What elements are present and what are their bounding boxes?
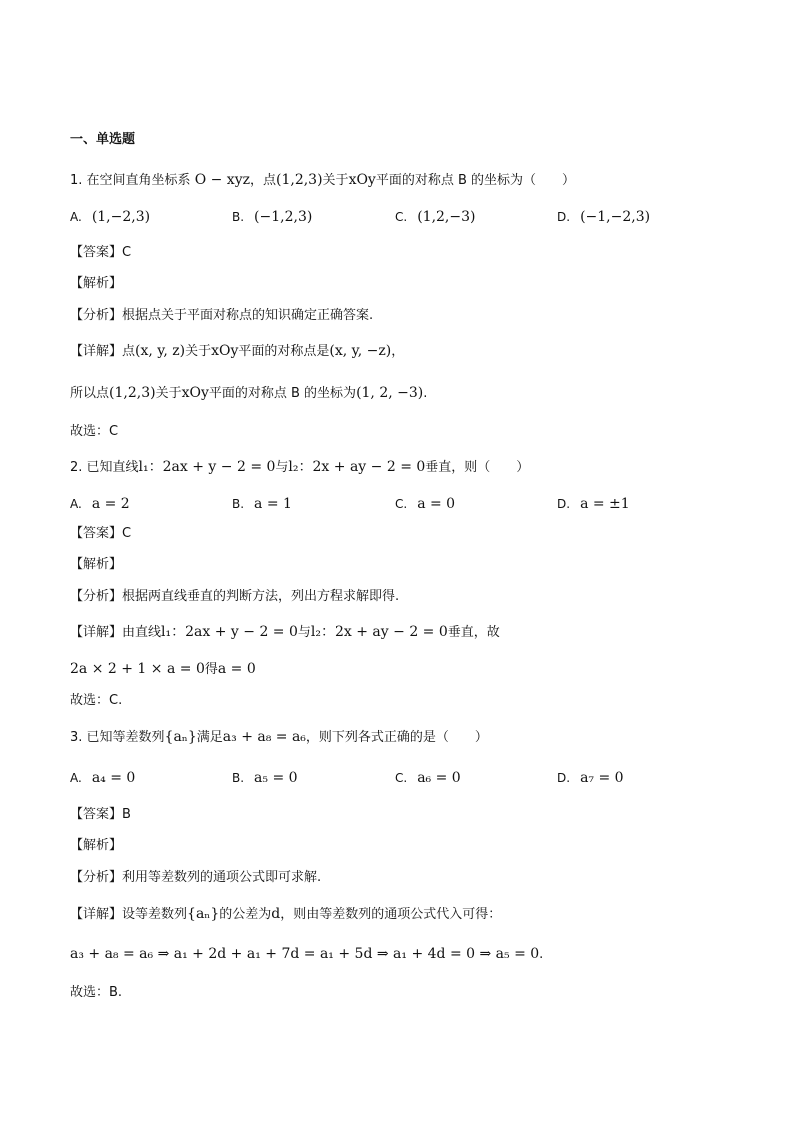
q1-xj1-c: 平面的对称点是 (238, 344, 330, 359)
q3-option-b-label: B. (232, 771, 245, 785)
q1-fenxi (70, 307, 373, 325)
q2-xiangjie-line2 (70, 660, 256, 679)
q3-stem-prefix: 3. 已知等差数列 (70, 730, 165, 745)
q2-option-b (232, 495, 292, 514)
q1-option-a (70, 208, 150, 227)
q1-option-c-value: (1,2,−3) (417, 209, 476, 225)
q3-xj2-d: . (539, 947, 544, 962)
q2-option-d (557, 495, 630, 514)
q2-option-a-label: A. (70, 497, 82, 511)
q3-option-d-value: a₇ = 0 (580, 770, 624, 786)
q2-option-a (70, 495, 130, 514)
q2-xiangjie-tag: 【详解】 (70, 625, 123, 640)
q2-math-l1: l₁：2ax + y − 2 = 0 (138, 459, 276, 475)
q2-answer-value: C (122, 526, 132, 541)
q3-xj1-m1: {aₙ} (187, 906, 220, 922)
q2-xj1-c: 垂直，故 (447, 625, 500, 640)
q3-option-a (70, 769, 135, 788)
q2-xiangjie-line1 (70, 623, 500, 642)
section-title: 一、单选题 (70, 132, 136, 147)
q1-stem-mid1: ，点 (249, 173, 276, 188)
q3-answer-tag: 【答案】 (70, 807, 123, 822)
q1-xj1-a: 点 (122, 344, 136, 359)
q1-xj1-d: ， (391, 344, 405, 359)
q1-analysis-tag: 【解析】 (70, 276, 123, 291)
q1-stem-suffix: 平面的对称点 B 的坐标为（ ） (375, 173, 576, 188)
q1-math-system: O − xyz (194, 172, 250, 188)
q3-answer (70, 806, 131, 824)
q1-xj2-m1: (1,2,3) (109, 385, 156, 401)
question-3-stem (70, 728, 488, 747)
q3-stem-mid1: 满足 (196, 730, 223, 745)
q1-answer (70, 244, 131, 262)
q1-xj1-m2: xOy (211, 343, 239, 359)
q1-xj2-a: 所以点 (70, 386, 110, 401)
q2-stem-mid1: 与 (275, 460, 289, 475)
question-1-stem (70, 171, 575, 190)
q2-option-b-value: a = 1 (254, 496, 292, 512)
q1-option-d (557, 208, 650, 227)
q1-option-a-label: A. (70, 210, 82, 224)
q3-option-d-label: D. (557, 771, 571, 785)
q1-xj2-m3: (1, 2, −3) (356, 385, 424, 401)
q1-option-b-value: (−1,2,3) (254, 209, 313, 225)
q3-xiangjie-line1 (70, 905, 501, 924)
q3-option-b-value: a₅ = 0 (254, 770, 298, 786)
q1-xj2-b: 关于 (155, 386, 182, 401)
q1-answer-tag: 【答案】 (70, 245, 123, 260)
q1-xj2-c: 平面的对称点 B 的坐标为 (208, 386, 357, 401)
q2-stem-suffix: 垂直，则（ ） (425, 460, 530, 475)
q3-xj1-a: 设等差数列 (122, 907, 188, 922)
q2-math-l2: l₂：2x + ay − 2 = 0 (288, 459, 426, 475)
q3-analysis-tag: 【解析】 (70, 838, 123, 853)
q3-fenxi (70, 869, 321, 887)
q3-stem-suffix: ，则下列各式正确的是（ ） (305, 730, 488, 745)
q3-option-a-value: a₄ = 0 (91, 770, 136, 786)
q2-stem-prefix: 2. 已知直线 (70, 460, 139, 475)
q1-answer-value: C (122, 245, 132, 260)
q3-xj2-m1: a₃ + a₈ = a₆ ⇒ a₁ + 2d + a₁ + 7d = a₁ + 5d ⇒ a₁ + 4d = 0 ⇒ a₅ = 0 (70, 946, 540, 962)
q2-fenxi-tag: 【分析】 (70, 589, 123, 604)
q1-math-point: (1,2,3) (276, 172, 323, 188)
q3-final: 故选：B. (70, 985, 123, 1000)
q2-option-b-label: B. (232, 497, 245, 511)
q1-xj2-m2: xOy (181, 385, 209, 401)
q2-final: 故选：C. (70, 693, 123, 708)
q3-xj1-m2: d (271, 906, 281, 922)
q3-fenxi-tag: 【分析】 (70, 870, 123, 885)
q2-option-c (395, 495, 455, 514)
q2-xj1-m1: l₁：2ax + y − 2 = 0 (161, 624, 298, 640)
q1-option-a-value: (1,−2,3) (91, 209, 151, 225)
q2-xj2-m2: a = 0 (217, 661, 256, 677)
q2-xj2-m1: 2a × 2 + 1 × a = 0 (70, 661, 205, 677)
q2-fenxi-text: 根据两直线垂直的判断方法，列出方程求解即得. (122, 589, 400, 604)
q3-option-a-label: A. (70, 771, 82, 785)
q2-option-c-label: C. (395, 497, 408, 511)
q2-xj1-m2: l₂：2x + ay − 2 = 0 (310, 624, 448, 640)
q3-math-cond: a₃ + a₈ = a₆ (222, 729, 306, 745)
q1-stem-prefix: 1. 在空间直角坐标系 (70, 173, 191, 188)
q2-option-a-value: a = 2 (91, 496, 130, 512)
q1-option-c (395, 208, 475, 227)
q1-option-d-value: (−1,−2,3) (580, 209, 651, 225)
q3-xiangjie-tag: 【详解】 (70, 907, 123, 922)
q1-fenxi-text: 根据点关于平面对称点的知识确定正确答案. (122, 308, 374, 323)
q1-xiangjie-line2 (70, 384, 427, 403)
q3-option-c (395, 769, 461, 788)
question-2-stem (70, 458, 529, 477)
q1-xj1-m1: (x, y, z) (135, 343, 186, 359)
q2-option-d-value: a = ±1 (580, 496, 630, 512)
q1-xj1-b: 关于 (185, 344, 212, 359)
q1-final: 故选：C (70, 424, 119, 439)
q1-math-plane: xOy (348, 172, 376, 188)
q1-option-b-label: B. (232, 210, 245, 224)
q1-fenxi-tag: 【分析】 (70, 308, 123, 323)
q3-option-c-value: a₆ = 0 (417, 770, 461, 786)
q3-answer-value: B (122, 807, 131, 822)
q2-xj2-b: 得 (204, 662, 218, 677)
q1-option-d-label: D. (557, 210, 571, 224)
q3-xiangjie-line2 (70, 945, 543, 964)
q3-option-b (232, 769, 298, 788)
q2-analysis-tag: 【解析】 (70, 557, 123, 572)
q1-xiangjie-tag: 【详解】 (70, 344, 123, 359)
q3-option-d (557, 769, 624, 788)
q1-option-c-label: C. (395, 210, 408, 224)
q3-math-seq: {aₙ} (164, 729, 197, 745)
q2-answer-tag: 【答案】 (70, 526, 123, 541)
q2-xj1-b: 与 (297, 625, 311, 640)
q1-xiangjie-line1 (70, 342, 404, 361)
q2-option-d-label: D. (557, 497, 571, 511)
q3-option-c-label: C. (395, 771, 408, 785)
q1-stem-mid2: 关于 (322, 173, 349, 188)
q3-xj1-c: ，则由等差数列的通项公式代入可得： (280, 907, 502, 922)
q2-answer (70, 525, 131, 543)
q1-option-b (232, 208, 312, 227)
q3-fenxi-text: 利用等差数列的通项公式即可求解. (122, 870, 322, 885)
q1-xj1-m3: (x, y, −z) (329, 343, 392, 359)
q2-option-c-value: a = 0 (417, 496, 456, 512)
q1-xj2-d: . (423, 386, 428, 401)
q3-xj1-b: 的公差为 (219, 907, 272, 922)
q2-fenxi (70, 588, 399, 606)
q2-xj1-a: 由直线 (122, 625, 162, 640)
